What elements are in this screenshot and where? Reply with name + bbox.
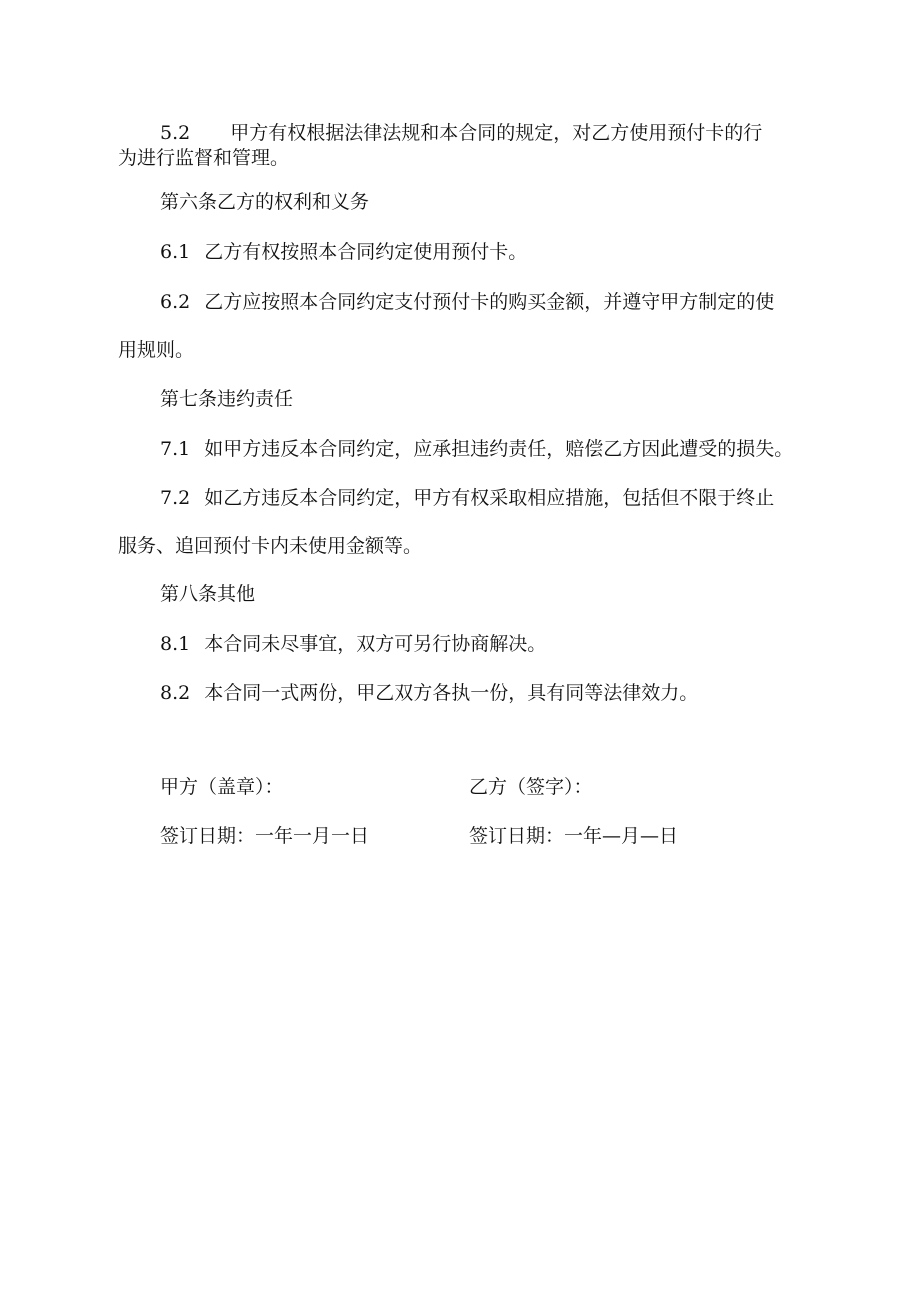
- article-7-title: 第七条违约责任: [160, 388, 294, 410]
- clause-text: 甲方有权根据法律法规和本合同的规定，对乙方使用预付卡的行: [230, 122, 763, 144]
- article-6-title: 第六条乙方的权利和义务: [160, 191, 370, 213]
- clause-text: 乙方有权按照本合同约定使用预付卡。: [204, 241, 528, 263]
- clause-5-2-line1: [160, 121, 762, 145]
- clause-text: 用规则。: [118, 339, 195, 361]
- clause-text: 如甲方违反本合同约定，应承担违约责任，赔偿乙方因此遭受的损失。: [204, 438, 794, 460]
- clause-number: 6.2: [160, 291, 191, 313]
- clause-7-2-line2: [118, 534, 422, 558]
- article-8-title: 第八条其他: [160, 583, 256, 605]
- clause-text: 本合同一式两份，甲乙双方各执一份，具有同等法律效力。: [204, 682, 699, 704]
- clause-7-2-line1: [160, 486, 774, 510]
- clause-number: 7.2: [160, 487, 191, 509]
- clause-8-1: [160, 632, 546, 656]
- clause-text: 本合同未尽事宜，双方可另行协商解决。: [204, 633, 547, 655]
- clause-number: 5.2: [160, 122, 191, 144]
- clause-text: 为进行监督和管理。: [118, 147, 290, 169]
- clause-number: 8.2: [160, 682, 191, 704]
- clause-7-1: [160, 437, 793, 461]
- party-a-sign-date: 签订日期：一年一月一日: [160, 825, 370, 847]
- party-a-seal-label: 甲方（盖章）：: [160, 776, 284, 798]
- party-b-sign-date: 签订日期：一年—月—日: [469, 825, 679, 847]
- clause-5-2-line2: [118, 146, 289, 170]
- clause-text: 服务、追回预付卡内未使用金额等。: [118, 535, 423, 557]
- clause-6-2-line2: [118, 338, 194, 362]
- clause-number: 6.1: [160, 241, 191, 263]
- clause-number: 7.1: [160, 438, 191, 460]
- clause-6-2-line1: [160, 290, 774, 314]
- clause-number: 8.1: [160, 633, 191, 655]
- clause-8-2: [160, 681, 698, 705]
- clause-text: 乙方应按照本合同约定支付预付卡的购买金额，并遵守甲方制定的使: [204, 291, 775, 313]
- party-b-signature-label: 乙方（签字）：: [469, 776, 593, 798]
- clause-text: 如乙方违反本合同约定，甲方有权采取相应措施，包括但不限于终止: [204, 487, 775, 509]
- clause-6-1: [160, 240, 527, 264]
